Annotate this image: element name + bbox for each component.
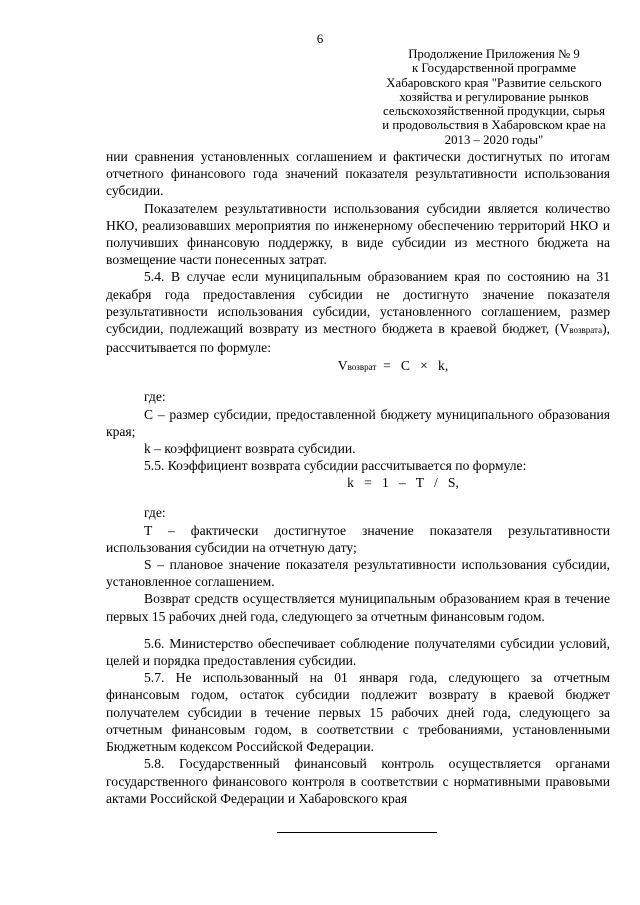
paragraph-5-4 <box>106 268 610 356</box>
paragraph-5-7: 5.7. Не использованный на 01 января года, следующего за отчетным финансовым годом, остаток субсидии подлежит возврату в краевой бюджет получателем субсидии в течение первых 15 рабочих дней года, следующего за отчетным финансовым годом, в соответствии с требованиями, установленными Бюджетным кодексом Российской Федерации. <box>106 670 610 755</box>
header-line: Продолжение Приложения № 9 <box>408 47 580 61</box>
paragraph-5-8: 5.8. Государственный финансовый контроль осуществляется органами государственного финансового контроля в соответствии с нормативными правовыми актами Российской Федерации и Хабаровского края <box>106 756 610 806</box>
paragraph-5-6: 5.6. Министерство обеспечивает соблюдение получателями субсидии условий, целей и порядка предоставления субсидии. <box>106 635 610 669</box>
paragraph-indicator: Показателем результативности использования субсидии является количество НКО, реализовавших мероприятия по инженерному обеспечению территорий НКО и получивших финансовую поддержку, в виде субсидии из местного бюджета на возмещение части понесенных затрат. <box>106 200 610 268</box>
header-line: Хабаровского края "Развитие сельского <box>386 75 602 90</box>
header-line: сельскохозяйственной продукции, сырья <box>383 104 605 119</box>
header-line: и продовольствия в Хабаровском крае на <box>382 118 606 133</box>
header-line: к Государственной программе <box>411 61 576 76</box>
document-body <box>106 148 610 807</box>
formula-coefficient: k = 1 – T / S, <box>347 475 459 491</box>
formula-v-subscript: возврат <box>347 362 377 373</box>
paragraph-continuation: нии сравнения установленных соглашением и фактически достигнутых по итогам отчетного финансового года значений показателя результативности использования субсидии. <box>106 149 610 199</box>
definition-k: k – коэффициент возврата субсидии. <box>144 441 356 457</box>
v-subscript: возврата <box>569 325 603 336</box>
formula-rest: = C × k, <box>376 358 449 374</box>
page-number: 6 <box>316 31 324 46</box>
paragraph-return: Возврат средств осуществляется муниципальным образованием края в течение первых 15 рабочих дней года, следующего за отчетным финансовым годом. <box>106 591 610 624</box>
formula-return-amount <box>106 356 610 378</box>
paragraph-5-5: 5.5. Коэффициент возврата субсидии рассчитывается по формуле: <box>144 458 527 474</box>
where-label: где: <box>144 505 166 521</box>
definition-c: С – размер субсидии, предоставленной бюджету муниципального образования края; <box>106 406 610 439</box>
header-line: 2013 – 2020 годы" <box>444 132 544 147</box>
formula-v: V <box>337 358 348 374</box>
where-label: где: <box>144 389 166 405</box>
paragraph-5-4-tail: ), рассчитывается по формуле: <box>106 321 610 356</box>
paragraph-5-4-text: 5.4. В случае если муниципальным образованием края по состоянию на 31 декабря года предоставления субсидии не достигнуто значение показателя результативности использования субсидии, установленного соглашением, размер субсидии, подлежащий возврату из местного бюджета в краевой бюджет, (V <box>106 269 610 337</box>
closing-rule <box>277 832 437 833</box>
definition-t: T – фактически достигнутое значение показателя результативности использования субсидии на отчетную дату; <box>106 522 610 555</box>
appendix-header <box>372 47 616 147</box>
definition-s: S – плановое значение показателя результативности использования субсидии, установленное соглашением. <box>106 557 610 590</box>
header-line: хозяйства и регулирование рынков <box>399 89 589 104</box>
